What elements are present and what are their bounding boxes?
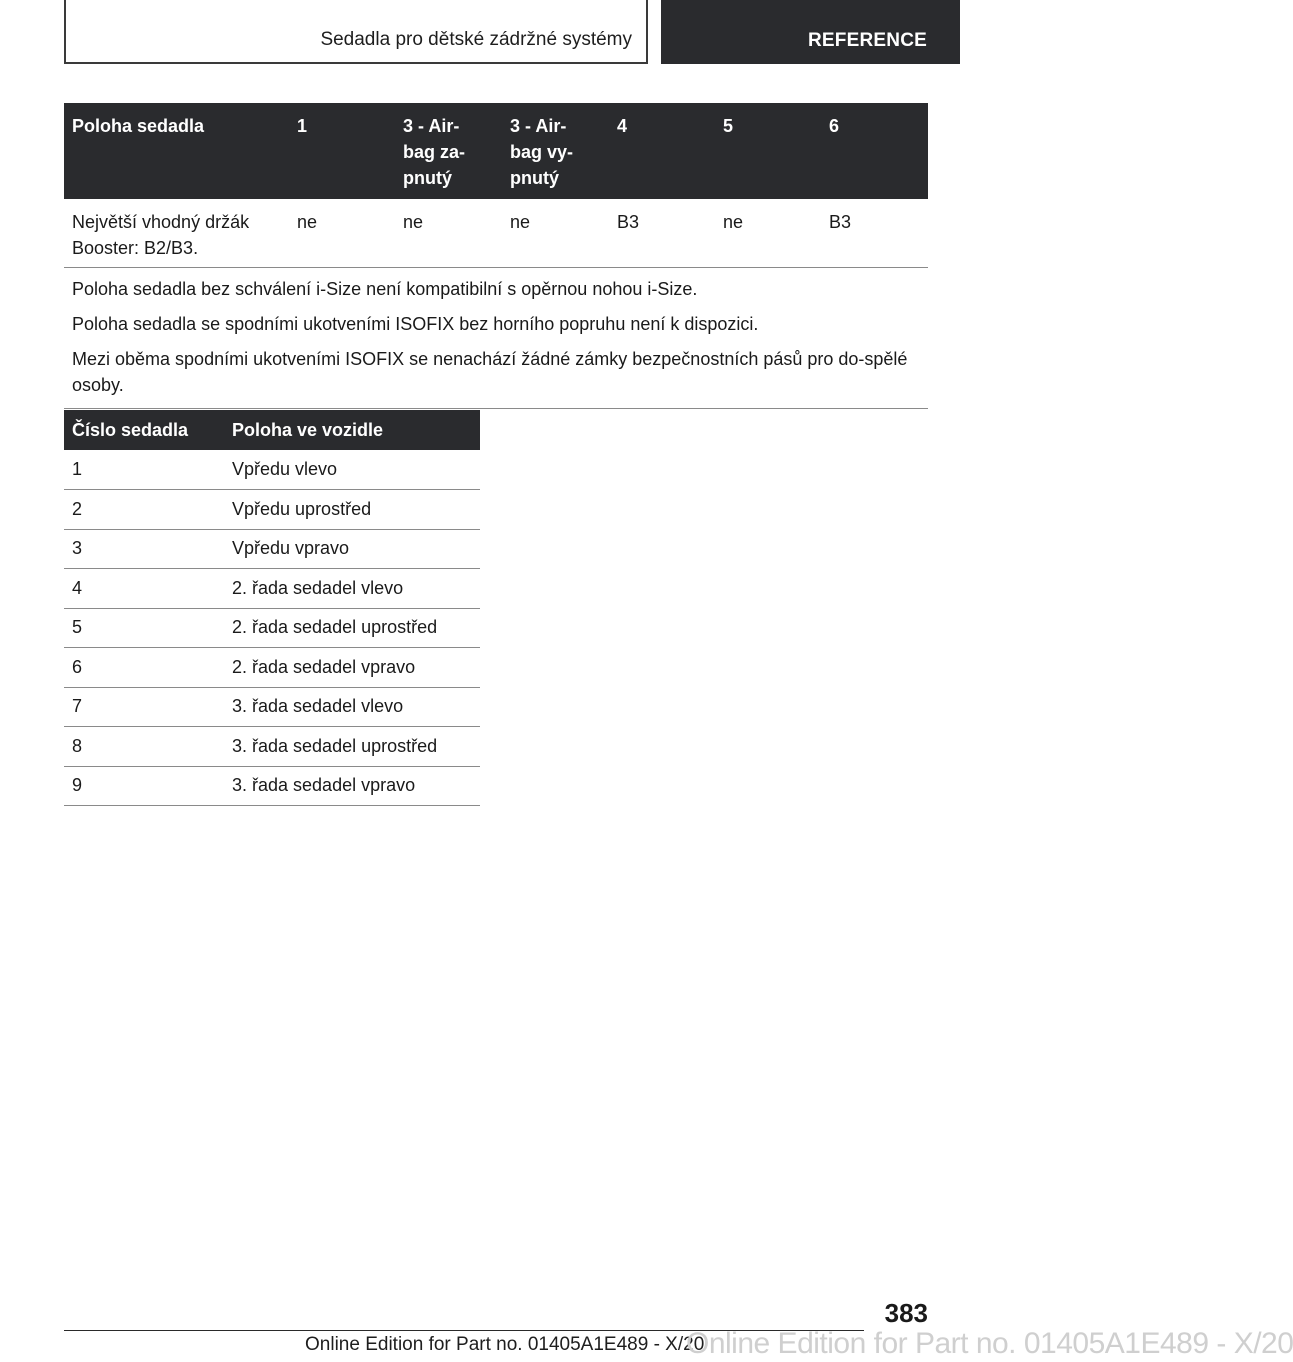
table-row — [64, 608, 480, 648]
seat-location: 3. řada sedadel vlevo — [224, 687, 480, 727]
table-cell: ne — [289, 199, 395, 268]
seat-number: 4 — [64, 569, 224, 609]
watermark: Online Edition for Part no. 01405A1E489 - X/20 — [686, 1327, 1293, 1360]
table-row — [64, 529, 480, 569]
seat-position-table — [64, 103, 928, 409]
header-section-box — [64, 0, 648, 64]
note-text: Poloha sedadla bez schválení i-Size není kompatibilní s opěrnou nohou i-Size. — [72, 279, 698, 299]
seat-number: 9 — [64, 766, 224, 806]
table-cell: ne — [502, 199, 609, 268]
table-cell: ne — [715, 199, 821, 268]
seat-number: 1 — [64, 450, 224, 490]
table-row — [64, 648, 480, 688]
table-row — [64, 687, 480, 727]
footer-edition: Online Edition for Part no. 01405A1E489 - X/20 — [305, 1334, 705, 1355]
table-header-cell: 3 - Air- bag za- pnutý — [395, 103, 502, 199]
header-chapter-tab — [661, 0, 960, 64]
seat-number: 8 — [64, 727, 224, 767]
table-row — [64, 490, 480, 530]
seat-number-table — [64, 410, 480, 806]
seat-location: 3. řada sedadel uprostřed — [224, 727, 480, 767]
seat-location: Vpředu vlevo — [224, 450, 480, 490]
seat-location: 2. řada sedadel vlevo — [224, 569, 480, 609]
table-row — [64, 199, 928, 268]
seat-number: 3 — [64, 529, 224, 569]
seat-location: Vpředu uprostřed — [224, 490, 480, 530]
note-text: Poloha sedadla se spodními ukotveními ISOFIX bez horního popruhu není k dispozici. — [72, 314, 759, 334]
header-section-title: Sedadla pro dětské zádržné systémy — [320, 29, 632, 50]
table-row — [64, 450, 480, 490]
seat-number: 7 — [64, 687, 224, 727]
table-header-cell: 4 — [609, 103, 715, 199]
page-number: 383 — [884, 1298, 928, 1328]
seat-location: 2. řada sedadel uprostřed — [224, 608, 480, 648]
table-cell: B3 — [821, 199, 928, 268]
table-cell: ne — [395, 199, 502, 268]
table-header-cell: Poloha ve vozidle — [224, 410, 480, 450]
table-header-cell: 3 - Air- bag vy- pnutý — [502, 103, 609, 199]
table-header-row — [64, 103, 928, 199]
seat-location: Vpředu vpravo — [224, 529, 480, 569]
seat-number: 6 — [64, 648, 224, 688]
seat-number: 2 — [64, 490, 224, 530]
table-row — [64, 569, 480, 609]
header-chapter-label: REFERENCE — [808, 30, 927, 51]
table-row — [64, 727, 480, 767]
table-notes — [64, 268, 928, 409]
table-header-cell: 6 — [821, 103, 928, 199]
table-cell: B3 — [609, 199, 715, 268]
table-header-row — [64, 410, 480, 450]
table-header-cell: Poloha sedadla — [64, 103, 289, 199]
table-header-cell: 1 — [289, 103, 395, 199]
table-row — [64, 766, 480, 806]
seat-number: 5 — [64, 608, 224, 648]
seat-location: 2. řada sedadel vpravo — [224, 648, 480, 688]
table-header-cell: Číslo sedadla — [64, 410, 224, 450]
table-cell: Největší vhodný držák Booster: B2/B3. — [64, 199, 289, 268]
note-text: Mezi oběma spodními ukotveními ISOFIX se nenachází žádné zámky bezpečnostních pásů pro do-spělé osoby. — [72, 349, 908, 395]
table-notes-row — [64, 268, 928, 409]
table-header-cell: 5 — [715, 103, 821, 199]
seat-location: 3. řada sedadel vpravo — [224, 766, 480, 806]
